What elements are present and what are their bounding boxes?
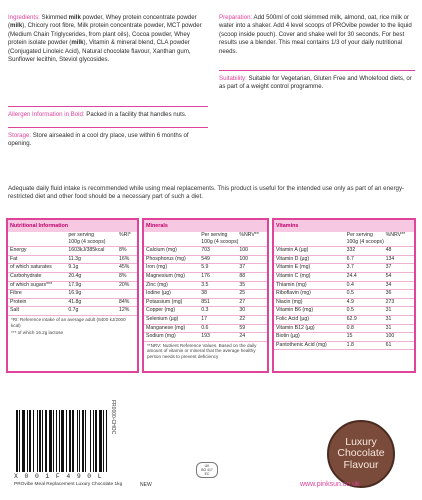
nutrient-percent: 84% — [117, 298, 137, 307]
nutrient-percent: 273 — [384, 298, 414, 307]
storage-label: Storage: — [8, 132, 32, 139]
barcode-bar — [56, 410, 57, 472]
barcode-bar — [85, 410, 86, 472]
ingredient-text-part: ), Chicory root fibre, Milk protein concentrate powder, MCT powder (Medium Chain Triglycerides, from plant oils), Cocoa powder, Whey protein isolate powder ( — [8, 22, 202, 47]
nutrient-percent: 8% — [117, 272, 137, 281]
nutrient-name: Sodium (mg) — [144, 333, 199, 342]
nutrient-percent: 100 — [237, 255, 267, 264]
new-label: NEW — [140, 482, 152, 488]
nutrient-name: Niacin (mg) — [274, 298, 345, 307]
table-row — [8, 264, 137, 273]
nutrient-value: 0.7g — [66, 307, 117, 316]
health-mark — [196, 462, 218, 478]
vitamins-table — [274, 220, 414, 350]
nutrient-name: Vitamin C (mg) — [274, 272, 345, 281]
ingredients-text — [8, 14, 202, 63]
allergen-text: Packed in a facility that handles nuts. — [84, 111, 187, 118]
barcode-bar — [29, 410, 31, 472]
barcode-bar — [82, 410, 84, 472]
table-row — [144, 255, 267, 264]
table-row — [274, 264, 414, 273]
website-url: www.pinksun.co.uk — [300, 481, 360, 488]
barcode-bar — [106, 410, 107, 472]
nutrient-percent: 30 — [237, 307, 267, 316]
barcode-bar — [45, 410, 47, 472]
preparation-text: Add 500ml of cold skimmed milk, almond, oat, rice milk or water into a shaker. Add 4 level scoops of PROvibe powder to the liquid (scoop inside pouch). Cover and shake well for 30 seconds. For best results use a blender. This meal contains 1/3 of your daily nutritional needs. — [219, 14, 412, 55]
health-mark-ec: EC — [204, 472, 210, 476]
nutrient-value: 0.8 — [345, 324, 384, 333]
barcode-bar — [39, 410, 41, 472]
nutrient-value: 549 — [199, 255, 237, 264]
minerals-table — [144, 220, 267, 342]
nutrient-percent: 34 — [384, 281, 414, 290]
nutrient-value: 0.5 — [345, 290, 384, 299]
storage-text: Store airsealed in a cool dry place, use within 6 months of opening. — [8, 132, 189, 148]
allergen-section — [8, 111, 208, 119]
nutrient-value: 0.4 — [345, 281, 384, 290]
nutrient-percent: 36 — [384, 290, 414, 299]
table-row — [144, 281, 267, 290]
nutrient-value: 3.7 — [345, 264, 384, 273]
nutrient-name: Selenium (µg) — [144, 315, 199, 324]
nutrient-percent: 20% — [117, 281, 137, 290]
nutrient-value: 1603kJ/385kcal — [66, 247, 117, 256]
nutrient-value: 6.7 — [345, 255, 384, 264]
nutrient-value: 20.4g — [66, 272, 117, 281]
suitability-label: Suitability: — [219, 75, 247, 82]
nutrition-sub: 100g (4 scoops) — [66, 239, 137, 247]
nutrient-name: Protein — [8, 298, 66, 307]
nutrient-percent: 100 — [237, 247, 267, 256]
nutrient-percent: 24 — [237, 333, 267, 342]
nutrient-name: Potassium (mg) — [144, 298, 199, 307]
minerals-rows — [144, 247, 267, 342]
nutrient-name: Vitamin A (µg) — [274, 247, 345, 256]
ingredient-text-part: powder, Whey protein concentrate powder ( — [8, 14, 197, 30]
divider — [219, 70, 415, 71]
nutrient-name: Vitamin B12 (µg) — [274, 324, 345, 333]
ingredients-section — [8, 14, 208, 64]
nutrient-percent: 48 — [384, 247, 414, 256]
barcode-bar — [95, 410, 97, 472]
nutrient-value: 332 — [345, 247, 384, 256]
nutrient-name: Riboflavin (mg) — [274, 290, 345, 299]
nutrient-name: Pantothenic Acid (mg) — [274, 341, 345, 350]
nutrient-value: 9.1g — [66, 264, 117, 273]
barcode-bar — [103, 410, 104, 472]
nutrient-value: 703 — [199, 247, 237, 256]
vitamins-rows — [274, 247, 414, 350]
nutrient-value: 38 — [199, 290, 237, 299]
barcode-bar — [66, 410, 67, 472]
nutrient-name: Vitamin B6 (mg) — [274, 307, 345, 316]
suitability-text: Suitable for Vegetarian, Gluten Free and Wholefood diets, or as part of a weight control programme. — [219, 75, 412, 91]
table-row — [274, 272, 414, 281]
divider — [8, 106, 208, 107]
nutrition-rows — [8, 247, 137, 316]
nutrient-percent: 134 — [384, 255, 414, 264]
nutrient-name: Phosphorus (mg) — [144, 255, 199, 264]
nutrient-percent: 16% — [117, 255, 137, 264]
table-row — [274, 307, 414, 316]
nutrient-name: Iodine (µg) — [144, 290, 199, 299]
barcode-bar — [33, 410, 34, 472]
nutrient-name: Fibre — [8, 290, 66, 299]
nutrient-percent: 88 — [237, 272, 267, 281]
nutrient-value: 4.9 — [345, 298, 384, 307]
nutrition-col-serving: per serving — [68, 232, 94, 238]
minerals-col-nrv: %NRV** — [239, 232, 259, 238]
nutrient-name: Manganese (mg) — [144, 324, 199, 333]
barcode-bar — [49, 410, 52, 472]
product-code: FR0000-CHOC — [110, 400, 116, 435]
badge-line-2: Chocolate — [337, 447, 385, 460]
table-row — [8, 290, 137, 299]
vitamins-sub: 100g (4 scoops) — [345, 239, 414, 247]
nutrient-value: 0.5 — [345, 307, 384, 316]
table-row — [274, 315, 414, 324]
vitamins-title: Vitamins — [276, 223, 299, 229]
health-mark-number: BO 417 — [201, 468, 213, 472]
nutrient-name: Salt — [8, 307, 66, 316]
table-row — [144, 272, 267, 281]
nutrient-name: Vitamin D (µg) — [274, 255, 345, 264]
preparation-section — [219, 14, 415, 56]
divider — [8, 127, 208, 128]
barcode-bar — [99, 410, 102, 472]
table-row — [144, 315, 267, 324]
nutrient-value: 11.3g — [66, 255, 117, 264]
table-row — [144, 307, 267, 316]
badge-line-1: Luxury — [345, 435, 377, 448]
nutrient-value: 193 — [199, 333, 237, 342]
vitamins-col-serving: Per serving — [346, 232, 373, 238]
minerals-panel — [142, 218, 269, 373]
table-row — [274, 290, 414, 299]
minerals-sub: 100g (4 scoops) — [199, 239, 267, 247]
table-row — [274, 341, 414, 350]
nutrient-percent: 59 — [237, 324, 267, 333]
health-mark-country: UK — [204, 464, 210, 468]
nutrient-value: 15 — [345, 333, 384, 342]
nutrient-percent: 25 — [237, 290, 267, 299]
table-row — [274, 281, 414, 290]
nutrient-name: Folic Acid (µg) — [274, 315, 345, 324]
table-row — [274, 333, 414, 342]
allergen-bold: milk — [10, 22, 23, 30]
nutrition-table — [8, 220, 137, 316]
nutrient-percent — [117, 290, 137, 299]
nutrient-value: 3.5 — [199, 281, 237, 290]
table-row — [8, 298, 137, 307]
barcode — [16, 410, 142, 472]
nutrient-percent: 37 — [237, 264, 267, 273]
barcode-caption: PROvibe Meal Replacement Luxury Chocolate 1kg — [14, 482, 123, 487]
nutrition-footnote-ri: *RI: Reference intake of an average adult (8400 kJ/2000 kcal) — [11, 316, 126, 328]
allergen-bold: milk — [71, 39, 84, 47]
nutrient-name: Iron (mg) — [144, 264, 199, 273]
nutrient-percent: 37 — [384, 264, 414, 273]
vitamins-col-nrv: %NRV** — [385, 232, 406, 238]
table-row — [274, 247, 414, 256]
barcode-bar — [61, 410, 64, 472]
nutrient-percent: 31 — [384, 307, 414, 316]
nutrient-name: Fat — [8, 255, 66, 264]
nutrition-col-ri: %RI* — [118, 232, 131, 238]
table-row — [274, 298, 414, 307]
nutrient-percent: 31 — [384, 324, 414, 333]
nutrient-value: 24.4 — [345, 272, 384, 281]
ingredient-text-part: Skimmed — [39, 14, 69, 21]
vitamins-panel — [272, 218, 416, 373]
nutrient-value: 5.9 — [199, 264, 237, 273]
nutrient-name: Zinc (mg) — [144, 281, 199, 290]
nutrient-value: 41.8g — [66, 298, 117, 307]
fluid-intake-notice: Adequate daily fluid intake is recommended while using meal replacements. This product is useful for the intended use only as part of an energy-restricted diet and other food should be a necessary part of such a diet. — [8, 185, 405, 201]
minerals-col-serving: Per serving — [201, 232, 228, 238]
nutrition-footnote-lactose: *** of which 16.2g lactose — [11, 330, 64, 336]
barcode-bar — [72, 410, 74, 472]
nutrient-name: of which sugars*** — [8, 281, 66, 290]
barcode-bar — [19, 410, 20, 472]
barcode-area — [8, 410, 148, 490]
nutrient-percent: 54 — [384, 272, 414, 281]
nutrient-percent: 27 — [237, 298, 267, 307]
nutrient-value: 17.9g — [66, 281, 117, 290]
nutrient-value: 176 — [199, 272, 237, 281]
nutrient-value: 16.9g — [66, 290, 117, 299]
table-row — [8, 247, 137, 256]
nutrient-name: Thiamin (mg) — [274, 281, 345, 290]
nutrient-name: Carbohydrate — [8, 272, 66, 281]
nutrient-value: 17 — [199, 315, 237, 324]
nutrient-name: Energy — [8, 247, 66, 256]
badge-line-3: Flavour — [343, 458, 379, 471]
nutrient-value: 1.8 — [345, 341, 384, 350]
minerals-footnote: **NRV: Nutrient Reference Values. Based on the daily amount of vitamin or mineral that the average healthy person needs to prevent deficiency — [147, 342, 257, 359]
barcode-bar — [69, 410, 71, 472]
barcode-bar — [22, 410, 25, 472]
table-row — [144, 324, 267, 333]
table-row — [8, 255, 137, 264]
nutrient-percent: 61 — [384, 341, 414, 350]
nutrient-percent: 100 — [384, 333, 414, 342]
nutrient-name: Biotin (µg) — [274, 333, 345, 342]
nutrient-name: Calcium (mg) — [144, 247, 199, 256]
barcode-bar — [27, 410, 28, 472]
ingredient-text-part: ), Vitamin & mineral blend, CLA powder (Conjugated Linoleic Acid), Natural chocolate flavour, Xanthan gum, Sunflower lecithin, Steviol glycosides. — [8, 39, 191, 64]
barcode-bar — [77, 410, 78, 472]
barcode-number: X 0 0 1 F 4 9 0 L — [14, 473, 103, 480]
barcode-bar — [90, 410, 91, 472]
nutrient-value: 0.6 — [199, 324, 237, 333]
storage-section — [8, 132, 208, 149]
nutrient-name: of which saturates — [8, 264, 66, 273]
flavour-badge — [327, 420, 395, 488]
nutrient-percent: 45% — [117, 264, 137, 273]
nutrient-value: 62.9 — [345, 315, 384, 324]
barcode-bar — [59, 410, 60, 472]
nutrient-name: Copper (mg) — [144, 307, 199, 316]
table-row — [274, 255, 414, 264]
allergen-label: Allergen Information in Bold: — [8, 111, 85, 118]
table-row — [8, 307, 137, 316]
table-row — [144, 290, 267, 299]
nutrient-percent: 35 — [237, 281, 267, 290]
table-row — [144, 298, 267, 307]
nutrient-name: Magnesium (mg) — [144, 272, 199, 281]
table-row — [144, 264, 267, 273]
nutrient-value: 851 — [199, 298, 237, 307]
table-row — [8, 281, 137, 290]
nutrient-percent: 12% — [117, 307, 137, 316]
nutrient-percent: 22 — [237, 315, 267, 324]
barcode-bar — [93, 410, 94, 472]
ingredients-label: Ingredients: — [8, 14, 40, 21]
barcode-bar — [16, 410, 18, 472]
nutrient-percent: 8% — [117, 247, 137, 256]
table-row — [274, 324, 414, 333]
nutrition-title: Nutritional Information — [10, 223, 69, 229]
barcode-bar — [42, 410, 43, 472]
barcode-bar — [79, 410, 80, 472]
nutrient-name: Vitamin E (mg) — [274, 264, 345, 273]
barcode-bar — [53, 410, 54, 472]
minerals-title: Minerals — [146, 223, 168, 229]
table-row — [144, 247, 267, 256]
allergen-bold: milk — [68, 14, 81, 21]
table-row — [144, 333, 267, 342]
preparation-label: Preparation: — [219, 14, 253, 21]
suitability-section — [219, 75, 415, 92]
nutrient-percent: 31 — [384, 315, 414, 324]
nutrient-value: 0.3 — [199, 307, 237, 316]
table-row — [8, 272, 137, 281]
barcode-bar — [37, 410, 38, 472]
nutrition-panel — [6, 218, 139, 373]
